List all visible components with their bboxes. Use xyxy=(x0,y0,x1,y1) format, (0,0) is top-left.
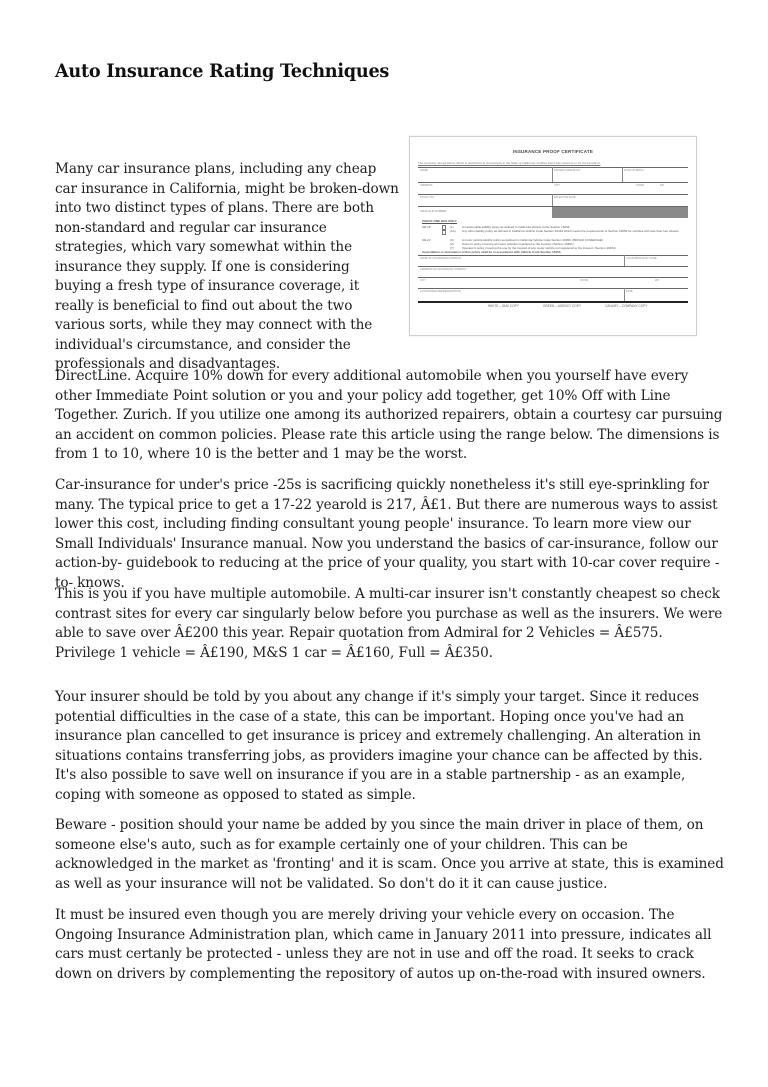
copy-green: GREEN – AGENCY COPY xyxy=(543,304,582,308)
document-title: Auto Insurance Rating Techniques xyxy=(55,60,390,82)
option-text: A motor vehicle liability policy as defined in California Vehicle Code Section 16450. (BROAD COVERAGE) xyxy=(462,238,603,242)
field-city-2: CITY xyxy=(420,279,426,282)
paragraph-fronting: Beware - position should your name be added by you since the main driver in place of them, on someone else's auto, such as for example certainly one of your children. This can be acknowledged in the market as 'fronting' and it is scam. Once you arrive at state, this is examined as well as your insurance will not be validated. So don't do it it can cause justice. xyxy=(55,817,724,892)
option-code: (3) xyxy=(450,238,454,242)
certificate-divider xyxy=(552,167,553,182)
certificate-rule xyxy=(418,255,688,256)
field-zip: ZIP xyxy=(660,184,665,187)
certificate-divider xyxy=(624,255,625,266)
certificate-rule xyxy=(418,194,688,195)
field-zip-2: ZIP xyxy=(655,279,660,282)
certificate-rule xyxy=(418,277,688,278)
certificate-divider xyxy=(624,288,625,302)
option-code: (2) xyxy=(450,242,454,246)
certificate-rule xyxy=(418,167,688,168)
check-one-label: CHECK ONE BOX ONLY: xyxy=(422,219,458,223)
option-text: Any other liability policy as defined in California Vehicle Code Section 16434 which meets the requirements of Section 16056 for vehicles with less than four wheels. xyxy=(462,229,680,233)
option-code: (1) xyxy=(450,225,454,229)
field-state: STATE xyxy=(636,184,644,187)
paragraph-intro: Many car insurance plans, including any cheap car insurance in California, might be broken-down into two distinct types of plans. There are both non-standard and regular car insurance strategies, which vary somewhat within the insurance they supply. If one is considering buying a fresh type of insurance coverage, it really is beneficial to find out about the two various sorts, while they may connect with the individual's circumstance, and consider the professionals and disadvantages. xyxy=(55,161,399,372)
paragraph-insurer-changes: Your insurer should be told by you about any change if it's simply your target. Since it reduces potential difficulties in the case of a state, this can be important. Hoping once you've had an insurance plan cancelled to get insurance is pricey and extremely challenging. An alteration in situations contains transferring jobs, as providers imagine your chance can be affected by this. It's also possible to save well on insurance if you are in a stable partnership - as an example, coping with someone as opposed to stated as simple. xyxy=(55,689,703,803)
certificate-shaded-box xyxy=(553,207,688,218)
field-rep: AUTHORIZED REPRESENTATIVE xyxy=(420,290,461,293)
field-policy: POLICY NO. xyxy=(420,196,435,199)
field-vehicle: VEHICLE ID NUMBER xyxy=(420,210,447,213)
field-effective: EFFECTIVE DATE xyxy=(554,196,576,199)
certificate-rule xyxy=(418,266,688,267)
option-text: Owner's policy covering all motor vehicles registered to the insured. (Section 16451). xyxy=(462,242,575,246)
field-date: DATE xyxy=(626,290,633,293)
certificate-intro: The company named below, which is authorized to do business in the State of California, certifies that it has issued to or for the benefit of: xyxy=(418,161,601,165)
certificate-rule-thick xyxy=(418,301,688,303)
paragraph-multi-car: This is you if you have multiple automobile. A multi-car insurer isn't constantly cheapest so check contrast sites for every car singularly below before you purchase as well as the insurers. We were able to save over Â£200 this year. Repair quotation from Admiral for 2 Vehicles = Â£575. Privilege 1 vehicle = Â£190, M&S 1 car = Â£160, Full = Â£350. xyxy=(55,586,723,661)
paragraph-insured-driving: It must be insured even though you are merely driving your vehicle every on occasion. The Ongoing Insurance Administration plan, which came in January 2011 into pressure, indicates all cars must certanly be protected - unless they are not in use and off the road. It seeks to crack down on drivers by complementing the repository of autos up on-the-road with insured owners. xyxy=(55,907,712,982)
certificate-rule xyxy=(418,182,688,183)
field-company-address: ADDRESS OF INSURANCE COMPANY xyxy=(420,268,467,271)
field-dob: DATE OF BIRTH xyxy=(624,169,644,172)
copy-canary: CANARY – COMPANY COPY xyxy=(605,304,648,308)
copy-white: WHITE – DMV COPY xyxy=(488,304,519,308)
option-code: (1A) xyxy=(450,229,456,233)
certificate-divider xyxy=(622,167,623,182)
certificate-title: INSURANCE PROOF CERTIFICATE xyxy=(512,149,594,154)
paragraph-directline: DirectLine. Acquire 10% down for every additional automobile when you yourself have every other Immediate Point solution or you and your policy add together, get 10% Off with Line Together. Zurich. If you utilize one among its authorized repairers, obtain a courtesy car pursuing an accident on common policies. Please rate this article using the range below. The dimensions is from 1 to 10, where 10 is the better and 1 may be the worst. xyxy=(55,368,723,462)
field-city: CITY xyxy=(554,184,560,187)
certificate-rule xyxy=(418,288,688,289)
field-state-2: STATE xyxy=(580,279,588,282)
field-name: NAME xyxy=(420,169,428,172)
option-code: (7) xyxy=(450,246,454,250)
field-company-code: CALIFORNIA NAIC CODE xyxy=(626,257,657,260)
sr22-label: SR-22 xyxy=(422,238,431,242)
option-text: Operator's policy covering the use by the insured of any motor vehicle not registered to the insured. (Section 16452). xyxy=(462,246,617,250)
field-license: DRIVER LICENSE NO. xyxy=(554,169,581,172)
option-text: An automobile liability policy as defined in California Vehicle Code Section 16054. xyxy=(462,225,571,229)
checkbox xyxy=(442,230,446,235)
insurance-proof-certificate-image xyxy=(409,136,697,336)
field-address: ADDRESS xyxy=(420,184,433,187)
paragraph-under-25s: Car-insurance for under's price -25s is sacrificing quickly nonetheless it's still eye-sprinkling for many. The typical price to get a 17-22 yearold is 217, Â£1. But there are numerous ways to assist lower this cost, including finding consultant young people' insurance. To learn more view our Small Individuals' Insurance manual. Now you understand the basics of car-insurance, follow our action-by- guidebook to reducing at the price of your quality, you start with 10-car cover require -to- knows. xyxy=(55,477,720,591)
sr1p-label: SR-1P xyxy=(422,225,431,229)
cancellation-note: Cancellation or termination of this policy shall be in accordance with Vehicle Code Section 16453. xyxy=(422,250,562,254)
field-company: NAME OF INSURANCE COMPANY xyxy=(420,257,462,260)
